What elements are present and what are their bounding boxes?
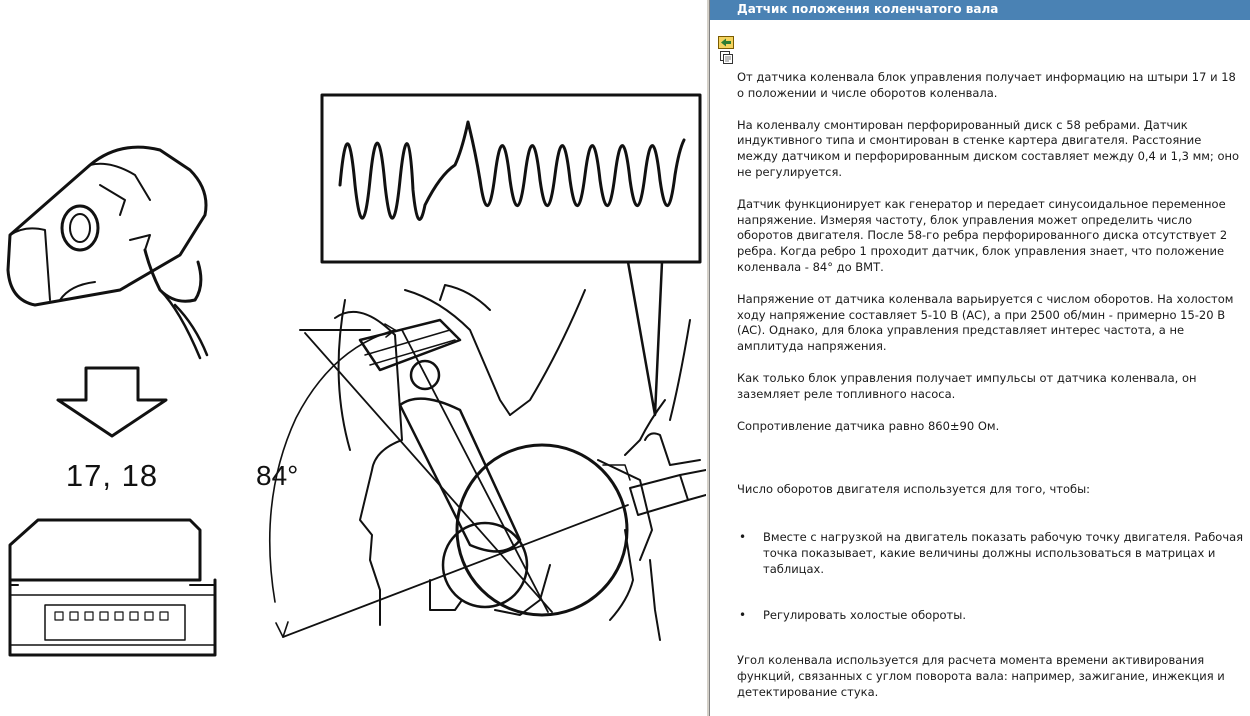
paragraph-disk: На коленвалу смонтирован перфорированный диск с 58 ребрами. Датчик индуктивного типа и смонтирован в стенке картера двигателя. Расстояние между датчиком и перфорированным диском составляет между 0,4 и 1,3 мм; оно не регулируется. (737, 117, 1240, 179)
engine-section-drawing (300, 285, 706, 640)
list-item: • Вместе с нагрузкой на двигатель показать рабочую точку двигателя. Рабочая точка показывает, какие величины должны использоваться в матрицах и таблицах. (737, 530, 1245, 577)
paragraph-pins: От датчика коленвала блок управления получает информацию на штыри 17 и 18 о положении и числе оборотов коленвала. (737, 70, 1236, 100)
rpm-usage-list (737, 530, 1245, 623)
crankshaft-sensor-drawing (8, 147, 207, 358)
back-arrow-icon[interactable] (718, 36, 734, 49)
ecu-pin-label: 17, 18 (65, 458, 159, 493)
paragraph-rpm-usage: Число оборотов двигателя используется для того, чтобы: (737, 482, 1091, 497)
down-arrow-icon (58, 368, 166, 436)
paragraph-voltage: Напряжение от датчика коленвала варьируется с числом оборотов. На холостом ходу напряжение составляет 5-10 В (AC), а при 2500 об/мин - примерно 15-20 В (AC). Однако, для блока управления представляет интерес частота, а не амплитуда напряжения. (737, 291, 1234, 354)
angle-reference-lines (270, 324, 628, 637)
list-item: • Регулировать холостые обороты. (737, 608, 1245, 624)
pages-icon[interactable] (718, 51, 734, 64)
angle-label: 84° (256, 460, 299, 491)
pane-title: Датчик положения коленчатого вала (710, 0, 1250, 20)
paragraph-generator: Датчик функционирует как генератор и передает синусоидальное переменное напряжение. Измеряя частоту, блок управления может определить число оборотов двигателя. После 58-го ребра перфорированного диска отсутствует 2 ребра. Когда ребро 1 проходит датчик, блок управления знает, что положение коленвала - 84° до ВМТ. (737, 196, 1228, 274)
paragraph-resistance: Сопротивление датчика равно 860±90 Ом. (737, 418, 1000, 433)
paragraph-fuel-pump: Как только блок управления получает импульсы от датчика коленвала, он заземляет реле топливного насоса. (737, 370, 1197, 401)
help-text-pane (710, 0, 1250, 716)
help-content (737, 70, 1245, 716)
paragraph-crank-angle: Угол коленвала используется для расчета момента времени активирования функций, связанных с углом поворота вала: например, зажигание, инжекция и детектирование стука. (737, 653, 1225, 699)
nav-icon-group (718, 36, 734, 66)
ecu-unit-drawing (10, 520, 215, 655)
